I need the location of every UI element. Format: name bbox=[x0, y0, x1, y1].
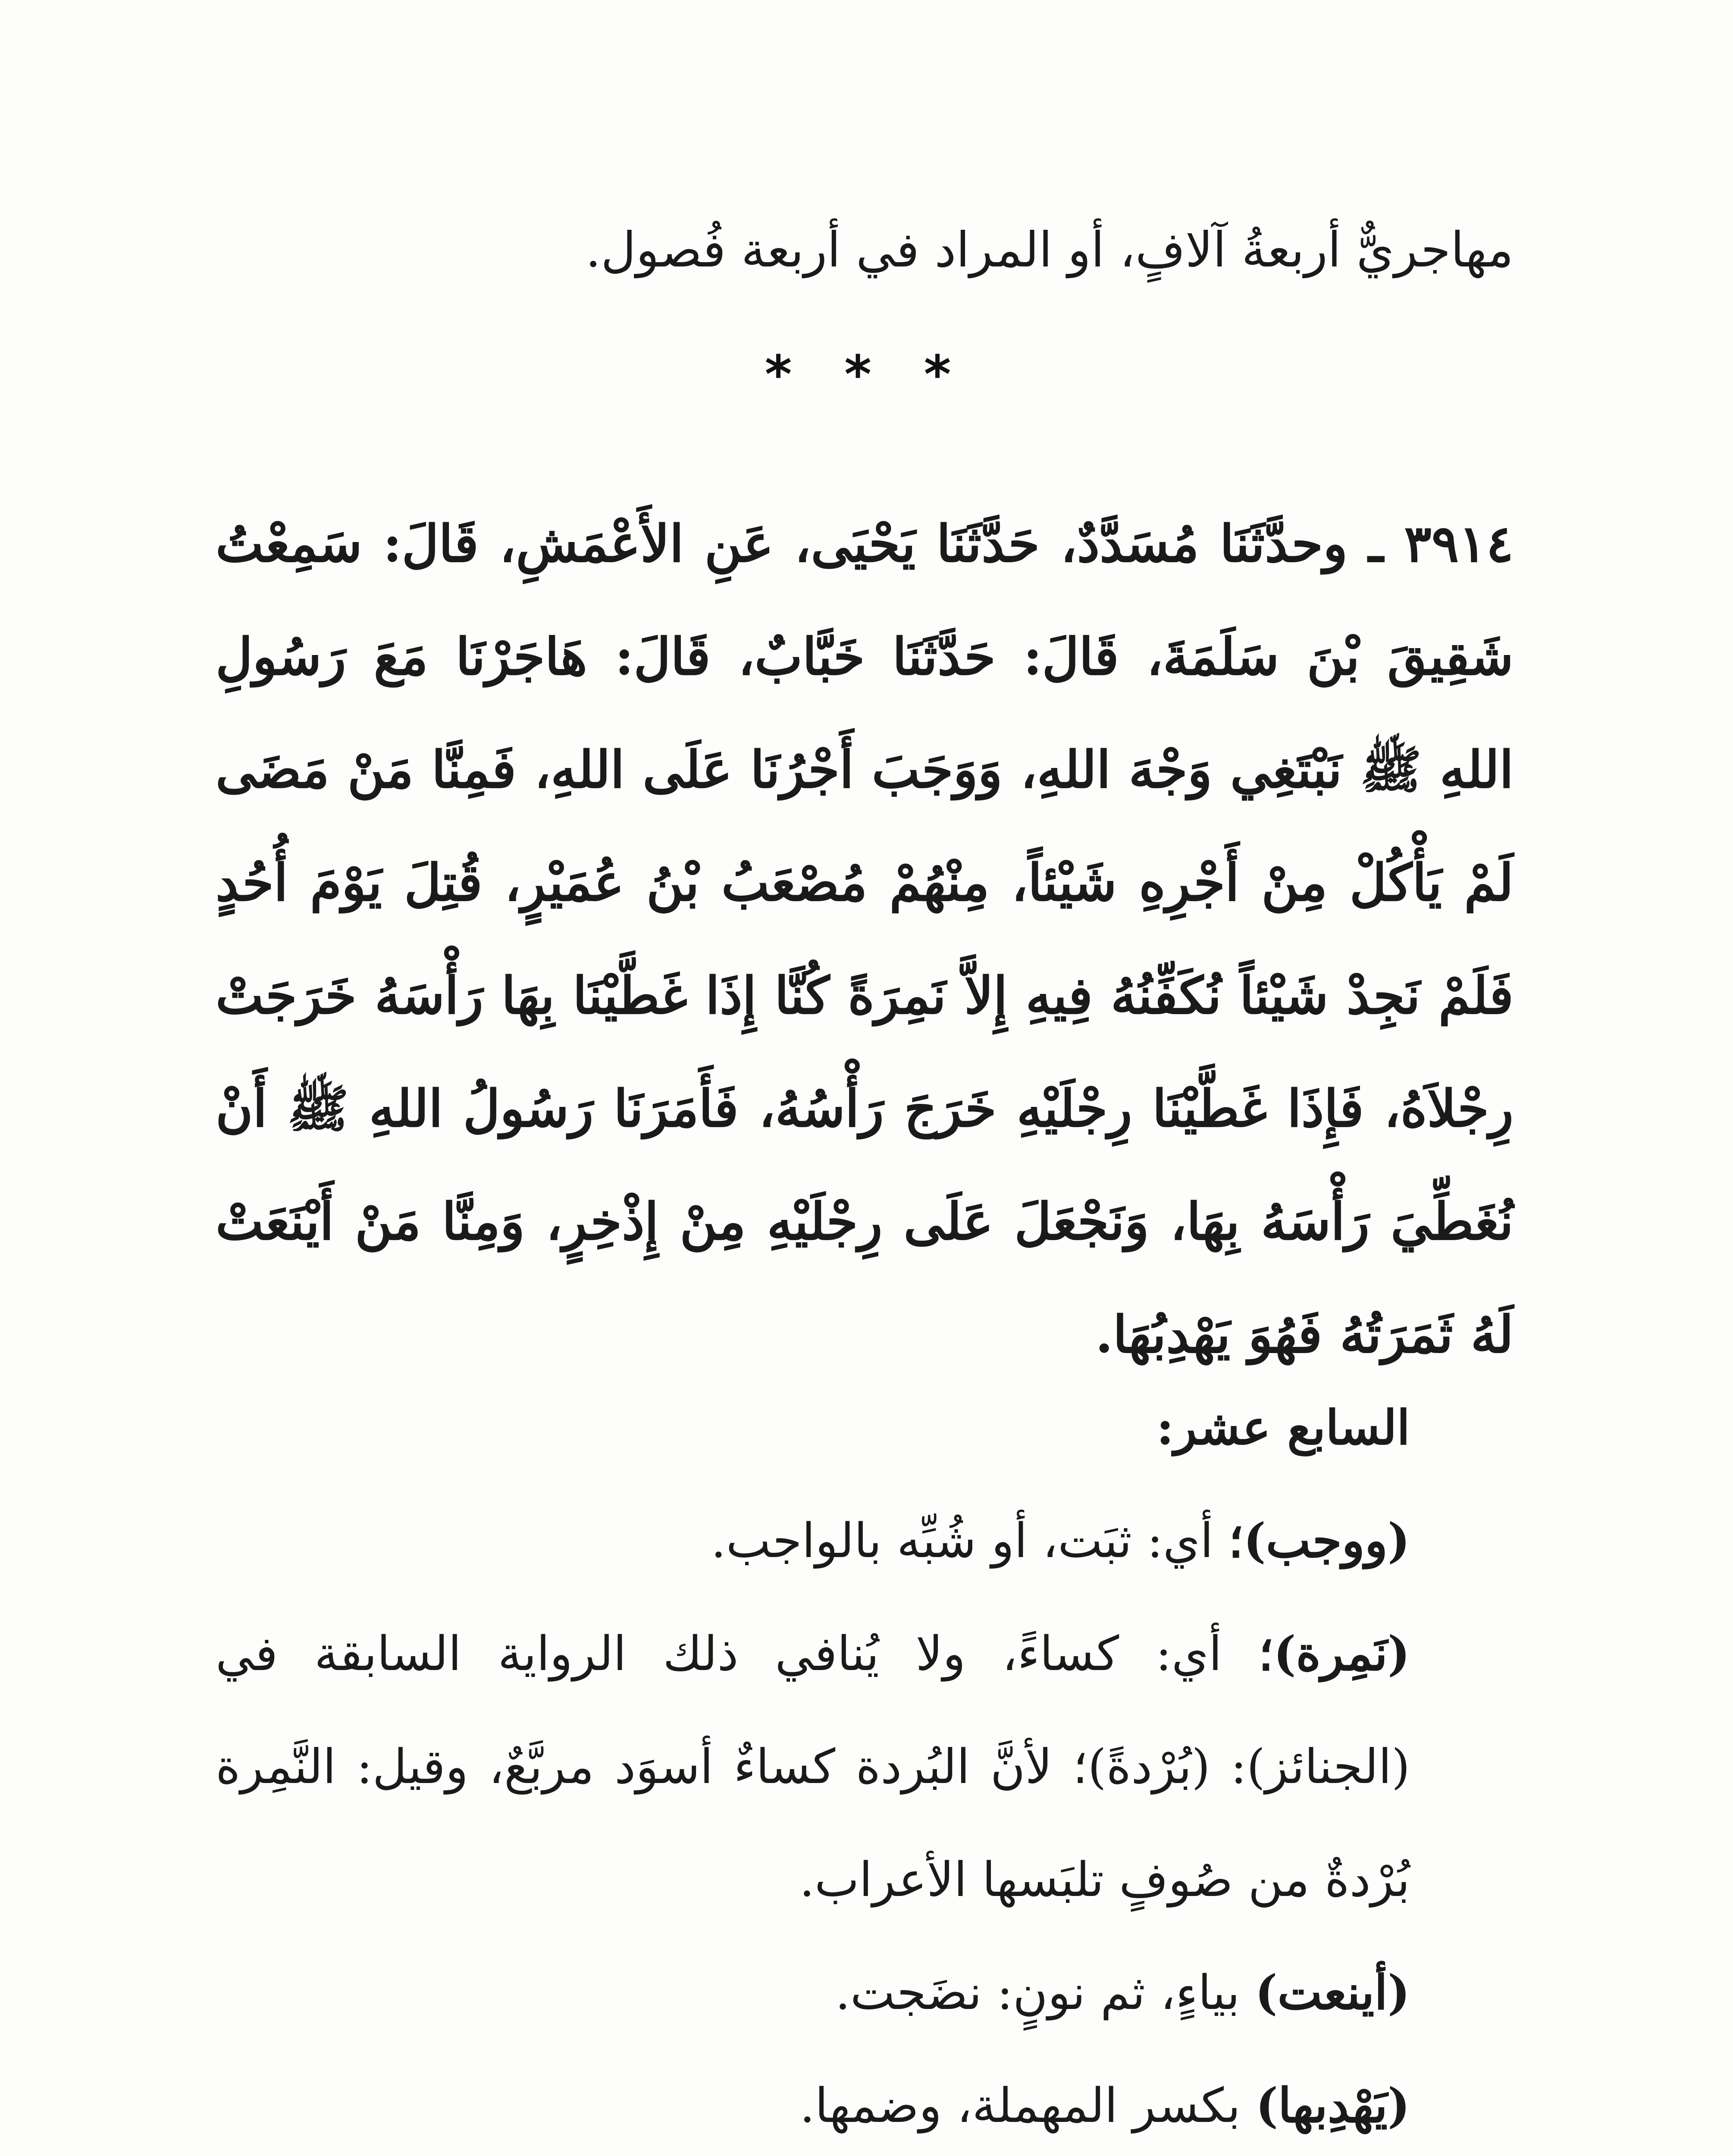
commentary-text: بكسر المهملة، وضمها. bbox=[799, 2078, 1256, 2133]
commentary-entry bbox=[216, 1484, 1514, 1597]
commentary-text: أي: ثبَت، أو شُبِّه بالواجب. bbox=[711, 1513, 1228, 1568]
commentary-text: أي: كساءً، ولا يُنافي ذلك الرواية السابقة في (الجنائز): (بُرْدةً)؛ لأنَّ البُردة كساءٌ أسوَد مربَّعٌ، وقيل: النَّمِرة بُرْدةٌ من صُوفٍ تلبَسها الأعراب. bbox=[216, 1626, 1410, 1907]
intro-paragraph bbox=[216, 207, 1514, 293]
commentary-entry bbox=[216, 1597, 1514, 1936]
commentary-entry bbox=[216, 1936, 1514, 2049]
hadith-number: ٣٩١٤ bbox=[1404, 514, 1514, 573]
hadith-text: وحدَّثَنَا مُسَدَّدٌ، حَدَّثَنَا يَحْيَى، عَنِ الأَعْمَشِ، قَالَ: سَمِعْتُ شَقِيقَ بْنَ سَلَمَةَ، قَالَ: حَدَّثَنَا خَبَّابٌ، قَالَ: هَاجَرْنَا مَعَ رَسُولِ اللهِ ﷺ نَبْتَغِي وَجْهَ اللهِ، وَوَجَبَ أَجْرُنَا عَلَى اللهِ، فَمِنَّا مَنْ مَضَى لَمْ يَأْكُلْ مِنْ أَجْرِهِ شَيْئاً، مِنْهُمْ مُصْعَبُ بْنُ عُمَيْرٍ، قُتِلَ يَوْمَ أُحُدٍ فَلَمْ نَجِدْ شَيْئاً نُكَفِّنُهُ فِيهِ إِلاَّ نَمِرَةً كُنَّا إِذَا غَطَّيْنَا بِهَا رَأْسَهُ خَرَجَتْ رِجْلاَهُ، فَإِذَا غَطَّيْنَا رِجْلَيْهِ خَرَجَ رَأْسُهُ، فَأَمَرَنَا رَسُولُ اللهِ ﷺ أَنْ نُغَطِّيَ رَأْسَهُ بِهَا، وَنَجْعَلَ عَلَى رِجْلَيْهِ مِنْ إِذْخِرٍ، وَمِنَّا مَنْ أَيْنَعَتْ لَهُ ثَمَرَتُهُ فَهُوَ يَهْدِبُهَا. bbox=[216, 514, 1514, 1364]
commentary-text: بياءٍ، ثم نونٍ: نضَجت. bbox=[835, 1965, 1255, 2020]
section-separator-top: * * * bbox=[765, 345, 968, 405]
hadith-paragraph bbox=[216, 487, 1514, 1391]
commentary-term: (يَهْدِبها) bbox=[1256, 2078, 1410, 2133]
commentary-term: (نَمِرة)؛ bbox=[1258, 1626, 1410, 1681]
commentary-term: (ووجب)؛ bbox=[1228, 1513, 1410, 1568]
hadith-dash: ـ bbox=[1348, 514, 1404, 573]
commentary-term: (أينعت) bbox=[1255, 1965, 1410, 2020]
intro-text: مهاجريٌّ أربعةُ آلافٍ، أو المراد في أربعة فُصول. bbox=[585, 222, 1514, 278]
commentary-entry bbox=[216, 2049, 1514, 2156]
commentary-heading: السابع عشر: bbox=[1156, 1400, 1410, 1455]
commentary-section bbox=[216, 1371, 1514, 2156]
